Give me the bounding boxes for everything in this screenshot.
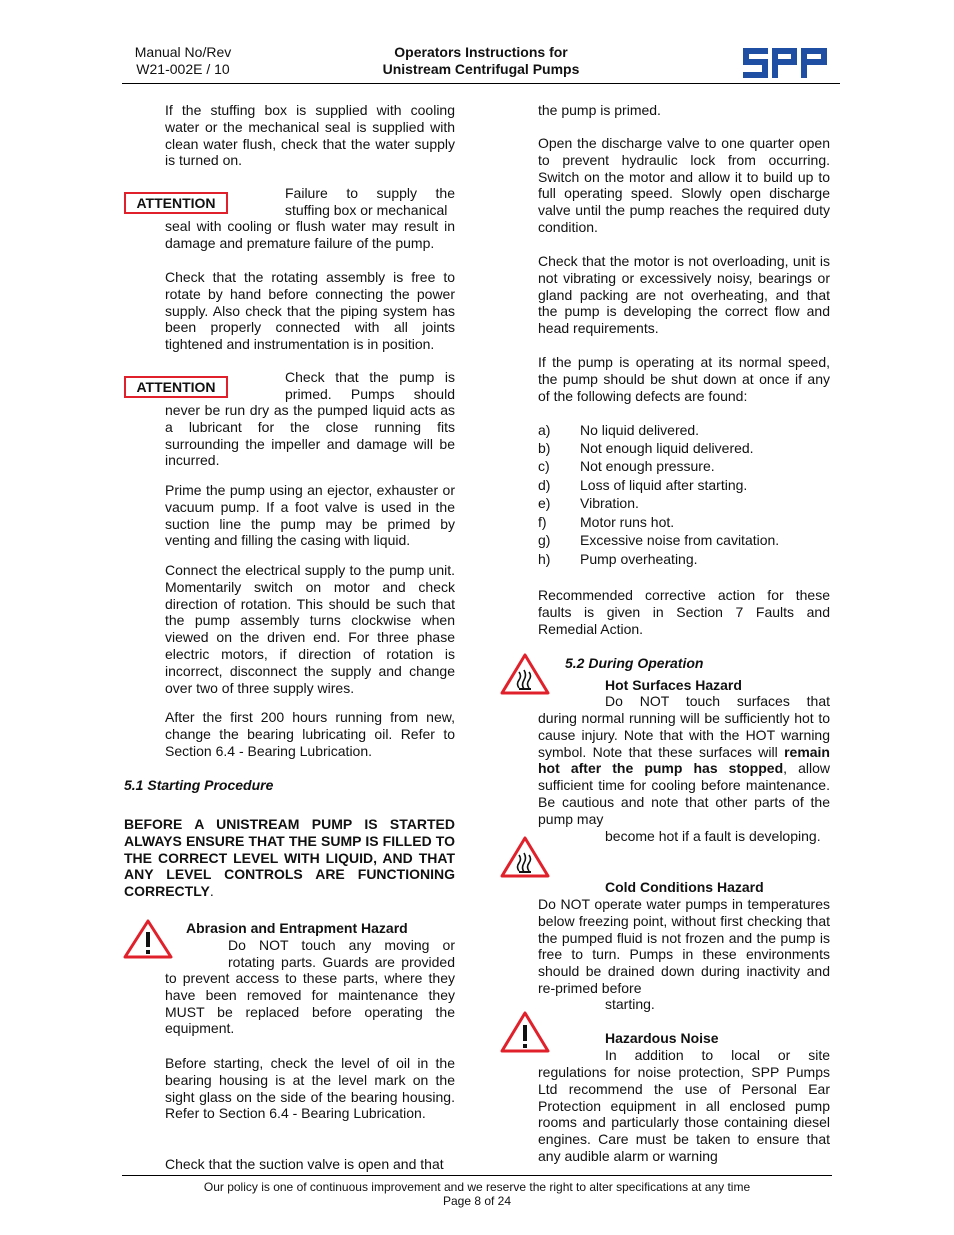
abrasion-line-2: rotating parts. Guards are provided bbox=[228, 954, 455, 970]
discharge-valve-paragraph: Open the discharge valve to one quarter open to prevent hydraulic lock from occurring. Switch on the motor and allow it to build up to full operating speed. Slowly open discharge valve until the pump reaches the required duty condition. bbox=[538, 135, 830, 235]
attention-label-2: ATTENTION bbox=[124, 376, 228, 398]
spp-logo-icon bbox=[742, 46, 828, 80]
title-line-2: Unistream Centrifugal Pumps bbox=[382, 61, 580, 77]
pump-primed-line: the pump is primed. bbox=[538, 102, 661, 118]
attention-1-body: seal with cooling or flush water may result in damage and premature failure of the pump. bbox=[165, 218, 455, 251]
shutdown-paragraph: If the pump is operating at its normal speed, the pump should be shut down at once if any of the following defects are found: bbox=[538, 354, 830, 404]
remain-hot-emphasis: remain hot after the pump has stopped bbox=[538, 743, 830, 777]
electrical-supply-paragraph: Connect the electrical supply to the pump unit. Momentarily switch on motor and check direction of rotation. This should be such that the pump assembly turns clockwise when viewed on the driven end. For three phase electric motors, if direction of rotation is incorrect, disconnect the supply and change over two of three supply wires. bbox=[165, 562, 455, 696]
cold-conditions-tail: starting. bbox=[605, 996, 655, 1012]
abrasion-hazard-title: Abrasion and Entrapment Hazard bbox=[186, 920, 408, 936]
oil-level-paragraph: Before starting, check the level of oil in the bearing housing is at the level mark on the sight glass on the side of the bearing housing. Refer to Section 6.4 - Bearing Lubrication. bbox=[165, 1055, 455, 1122]
header-divider bbox=[122, 83, 840, 84]
sump-warning-caps bbox=[124, 816, 455, 900]
cold-conditions-body: Do NOT operate water pumps in temperatures below freezing point, without first checking that the pumped fluid is not frozen and the pump is free to turn. Pumps in these environments should be drained down during inactivity and re-primed before bbox=[538, 896, 830, 996]
attention-label-1: ATTENTION bbox=[124, 192, 228, 214]
hot-surfaces-hazard-title: Hot Surfaces Hazard bbox=[605, 677, 742, 693]
title-line-1: Operators Instructions for bbox=[394, 44, 568, 60]
attention-1-line-1: Failure to supply the bbox=[285, 185, 455, 201]
document-title bbox=[330, 44, 632, 78]
section-heading-starting-procedure: 5.1 Starting Procedure bbox=[124, 777, 274, 793]
policy-statement: Our policy is one of continuous improvement and we reserve the right to alter specifications at any time bbox=[203, 1180, 751, 1194]
hot-surfaces-line-1: Do NOT touch surfaces that bbox=[605, 693, 830, 709]
attention-2-line-1: Check that the pump is bbox=[285, 369, 455, 385]
manual-number-block bbox=[118, 44, 248, 78]
noise-warning-icon bbox=[499, 1010, 551, 1058]
abrasion-line-1: Do NOT touch any moving or bbox=[228, 937, 455, 953]
page-footer bbox=[122, 1180, 832, 1208]
hot-surfaces-tail: become hot if a fault is developing. bbox=[605, 828, 821, 844]
hazardous-noise-body: regulations for noise protection, SPP Pumps Ltd recommend the use of Personal Ear Protection equipment in all enclosed pump rooms and particularly those containing diesel engines. Care must be taken to ensure that any audible alarm or warning bbox=[538, 1064, 830, 1164]
hazardous-noise-title: Hazardous Noise bbox=[605, 1030, 719, 1046]
lubricating-oil-paragraph: After the first 200 hours running from new, change the bearing lubricating oil. Refer to Section 6.4 - Bearing Lubrication. bbox=[165, 709, 455, 759]
motor-check-paragraph: Check that the motor is not overloading, unit is not vibrating or excessively noisy, bearings or gland packing are not overheating, and that the pump is developing the correct flow and head requirements. bbox=[538, 253, 830, 337]
manual-number: W21-002E / 10 bbox=[136, 61, 230, 77]
priming-paragraph: Prime the pump using an ejector, exhauster or vacuum pump. If a foot valve is used in the suction line the pump may be primed by venting and filling the casing with liquid. bbox=[165, 482, 455, 549]
general-warning-icon bbox=[122, 918, 174, 964]
suction-valve-paragraph: Check that the suction valve is open and that bbox=[165, 1156, 444, 1172]
sump-warning-end: . bbox=[209, 883, 214, 900]
hot-surfaces-body: during normal running will be sufficiently hot to cause injury. Note that with the HOT warning symbol. Note that these surfaces will remain hot after the pump has stopped, allow sufficient time for cooling before maintenance. Be cautious and note that other parts of the pump may bbox=[538, 710, 831, 827]
hot-surface-warning-icon bbox=[499, 652, 551, 700]
corrective-action-paragraph: Recommended corrective action for these faults is given in Section 7 Faults and Remedial Action. bbox=[538, 587, 830, 637]
manual-label: Manual No/Rev bbox=[134, 44, 232, 60]
footer-divider bbox=[122, 1175, 832, 1176]
cold-conditions-hazard-title: Cold Conditions Hazard bbox=[605, 879, 764, 895]
hazardous-noise-line-1: In addition to local or site bbox=[605, 1047, 830, 1063]
spp-logo bbox=[742, 46, 828, 80]
hot-surface-warning-icon-2 bbox=[499, 835, 551, 883]
attention-1-line-2: stuffing box or mechanical bbox=[285, 202, 448, 218]
rotating-assembly-paragraph: Check that the rotating assembly is free to rotate by hand before connecting the power supply. Also check that the piping system has been properly connected with all joints tightened and instrumentation is in position. bbox=[165, 269, 455, 353]
sump-warning-text: BEFORE A UNISTREAM PUMP IS STARTED ALWAYS ENSURE THAT THE SUMP IS FILLED TO THE CORRECT LEVEL WITH LIQUID, AND THAT ANY LEVEL CONTROLS ARE FUNCTIONING CORRECTLY bbox=[124, 816, 455, 900]
abrasion-body: to prevent access to these parts, where they have been removed for maintenance they MUST be replaced before operating the equipment. bbox=[165, 970, 455, 1037]
section-heading-during-operation: 5.2 During Operation bbox=[565, 655, 704, 671]
stuffing-box-paragraph: If the stuffing box is supplied with cooling water or the mechanical seal is supplied with clean water flush, check that the water supply is turned on. bbox=[165, 102, 455, 169]
attention-2-body: never be run dry as the pumped liquid acts as a lubricant for the close running fits surrounding the impeller and damage will be incurred. bbox=[165, 402, 455, 469]
page-number: Page 8 of 24 bbox=[442, 1194, 512, 1208]
attention-2-line-2: primed. Pumps should bbox=[285, 386, 455, 402]
